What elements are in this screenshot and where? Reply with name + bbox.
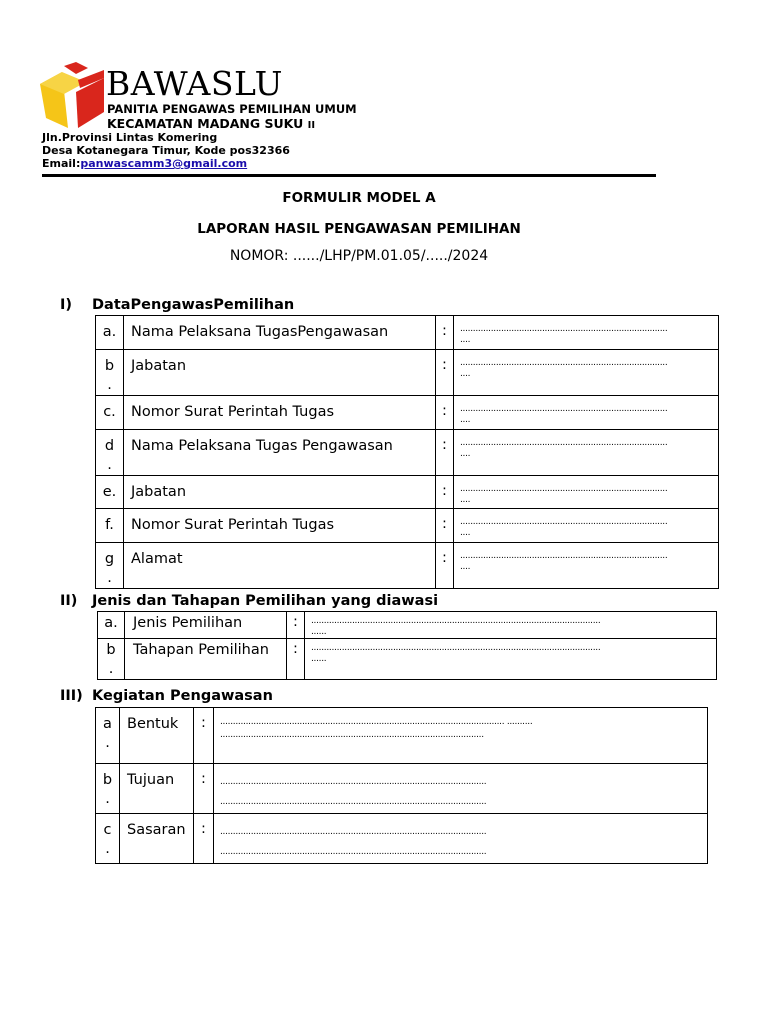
row-label: a. (98, 612, 125, 639)
email-line (42, 157, 247, 170)
table-row (96, 509, 719, 543)
row-colon: : (436, 509, 454, 543)
form-title: FORMULIR MODEL A (282, 190, 436, 206)
row-colon: : (436, 396, 454, 430)
row-label: a . (96, 708, 120, 764)
fill-field[interactable]: ................................................................................. .... (454, 350, 719, 396)
form-number: NOMOR: ....../LHP/PM.01.05/...../2024 (229, 248, 489, 264)
row-text: Jabatan (124, 350, 436, 396)
row-label: b . (96, 350, 124, 396)
logo-red-top (64, 62, 88, 74)
row-text: Sasaran (120, 814, 194, 864)
table-row (96, 350, 719, 396)
fill-field[interactable]: ................................................................................................................. ...... (305, 612, 717, 639)
row-colon: : (287, 612, 305, 639)
fill-field[interactable]: ................................................................................. .... (454, 316, 719, 350)
row-text: Tahapan Pemilihan (125, 639, 287, 680)
section2-number: II) (60, 593, 78, 609)
row-text: Alamat (124, 543, 436, 589)
row-text: Bentuk (120, 708, 194, 764)
row-colon: : (436, 350, 454, 396)
address-postal: Desa Kotanegara Timur, Kode pos32366 (42, 144, 290, 157)
row-colon: : (436, 476, 454, 509)
row-label: a. (96, 316, 124, 350)
row-text: Nama Pelaksana TugasPengawasan (124, 316, 436, 350)
section2-table (97, 611, 717, 680)
section2-title: Jenis dan Tahapan Pemilihan yang diawasi (92, 593, 439, 609)
row-label: b . (96, 764, 120, 814)
row-text: Jabatan (124, 476, 436, 509)
row-label: e. (96, 476, 124, 509)
fill-field[interactable]: ................................................................................. .... (454, 396, 719, 430)
fill-field[interactable]: ................................................................................. .... (454, 430, 719, 476)
row-label: c . (96, 814, 120, 864)
table-row (96, 543, 719, 589)
row-colon: : (436, 543, 454, 589)
row-text: Nomor Surat Perintah Tugas (124, 509, 436, 543)
row-text: Tujuan (120, 764, 194, 814)
org-name: PANITIA PENGAWAS PEMILIHAN UMUM (107, 102, 357, 116)
table-row (98, 639, 717, 680)
row-colon: : (436, 316, 454, 350)
row-label: b . (98, 639, 125, 680)
form-subtitle: LAPORAN HASIL PENGAWASAN PEMILIHAN (197, 221, 521, 237)
table-row (96, 476, 719, 509)
row-text: Nomor Surat Perintah Tugas (124, 396, 436, 430)
org-district (107, 116, 315, 131)
row-label: d . (96, 430, 124, 476)
section1-table (95, 315, 719, 589)
row-colon: : (436, 430, 454, 476)
section1-number: I) (60, 297, 73, 313)
row-text: Nama Pelaksana Tugas Pengawasan (124, 430, 436, 476)
table-row (98, 612, 717, 639)
email-link[interactable]: panwascamm3@gmail.com (80, 157, 248, 170)
header-rule (42, 174, 656, 177)
fill-field[interactable]: ................................................................................................................. ...... (305, 639, 717, 680)
row-text: Jenis Pemilihan (125, 612, 287, 639)
row-colon: : (194, 708, 214, 764)
section1-heading (60, 297, 294, 313)
table-row (96, 764, 708, 814)
org-district-suffix: II (307, 120, 316, 131)
fill-field[interactable]: ................................................................................. .... (454, 543, 719, 589)
brand-name: BAWASLU (106, 64, 283, 103)
section3-heading (60, 688, 273, 704)
table-row (96, 396, 719, 430)
fill-field[interactable]: ................................................................................. .... (454, 509, 719, 543)
table-row (96, 814, 708, 864)
table-row (96, 708, 708, 764)
section3-title: Kegiatan Pengawasan (92, 688, 273, 704)
org-district-text: KECAMATAN MADANG SUKU (107, 116, 304, 131)
fill-field[interactable]: ........................................................................................................ ........................................................................................................ (214, 814, 708, 864)
fill-field[interactable]: ........................................................................................................ ........................................................................................................ (214, 764, 708, 814)
bawaslu-logo (38, 62, 108, 130)
row-colon: : (287, 639, 305, 680)
fill-field[interactable]: ................................................................................. .... (454, 476, 719, 509)
row-label: g . (96, 543, 124, 589)
section1-title: DataPengawasPemilihan (92, 297, 295, 313)
fill-field[interactable]: ............................................................................................................... .......... ....................................................................................................... (214, 708, 708, 764)
section3-number: III) (60, 688, 83, 704)
row-label: c. (96, 396, 124, 430)
row-label: f. (96, 509, 124, 543)
table-row (96, 316, 719, 350)
section2-heading (60, 593, 438, 609)
section3-table (95, 707, 708, 864)
address-street: Jln.Provinsi Lintas Komering (42, 131, 218, 144)
email-label: Email: (42, 157, 81, 170)
table-row (96, 430, 719, 476)
row-colon: : (194, 814, 214, 864)
row-colon: : (194, 764, 214, 814)
